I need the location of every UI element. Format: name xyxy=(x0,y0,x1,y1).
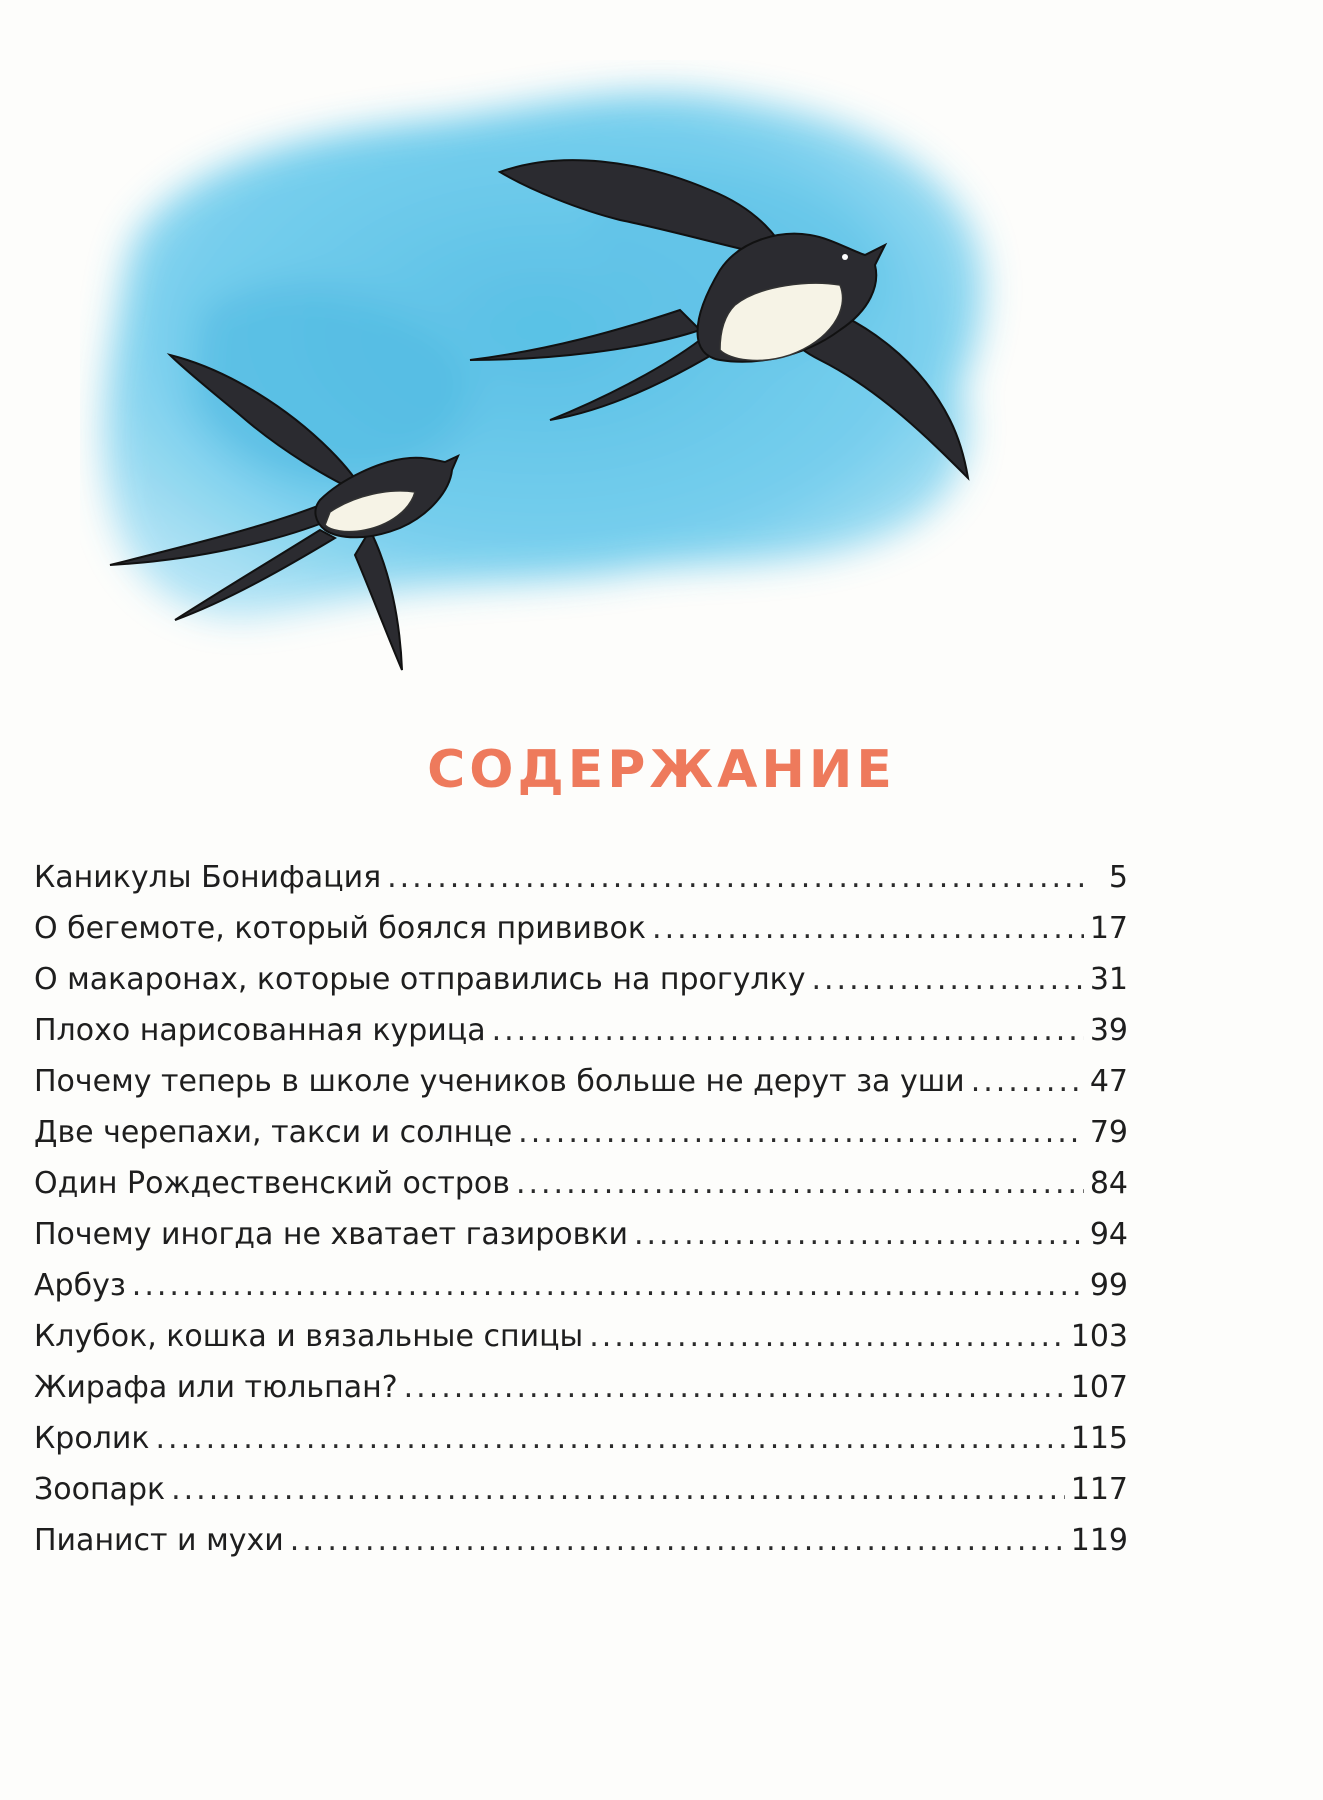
toc-leader-dots xyxy=(634,1217,1084,1252)
toc-entry-page: 94 xyxy=(1089,1217,1128,1252)
toc-leader-dots xyxy=(652,911,1084,946)
toc-entry-page: 79 xyxy=(1089,1115,1128,1150)
toc-entry-title: Зоопарк xyxy=(34,1472,166,1507)
toc-entry-page: 31 xyxy=(1089,962,1128,997)
toc-entry-title: Один Рождественский остров xyxy=(34,1166,510,1201)
toc-entry-page: 103 xyxy=(1070,1319,1128,1354)
toc-entry-title: О бегемоте, который боялся прививок xyxy=(34,911,647,946)
toc-entry-page: 99 xyxy=(1089,1268,1128,1303)
toc-entry-title: Каникулы Бонифация xyxy=(34,860,382,895)
toc-entry[interactable] xyxy=(34,1217,1128,1268)
toc-leader-dots xyxy=(589,1319,1065,1354)
toc-entry[interactable] xyxy=(34,1523,1128,1574)
swallows-illustration xyxy=(80,60,1040,710)
toc-entry-page: 115 xyxy=(1070,1421,1128,1456)
toc-leader-dots xyxy=(156,1421,1065,1456)
toc-entry[interactable] xyxy=(34,1421,1128,1472)
toc-entry-title: Две черепахи, такси и солнце xyxy=(34,1115,513,1150)
toc-entry-title: Кролик xyxy=(34,1421,150,1456)
toc-leader-dots xyxy=(516,1166,1084,1201)
toc-entry[interactable] xyxy=(34,1268,1128,1319)
toc-leader-dots xyxy=(387,860,1086,895)
toc-entry-page: 107 xyxy=(1070,1370,1128,1405)
toc-entry-page: 39 xyxy=(1089,1013,1128,1048)
toc-entry[interactable] xyxy=(34,1319,1128,1370)
toc-entry[interactable] xyxy=(34,1166,1128,1217)
toc-leader-dots xyxy=(171,1472,1065,1507)
toc-entry-title: Жирафа или тюльпан? xyxy=(34,1370,398,1405)
page-title: СОДЕРЖАНИЕ xyxy=(427,740,896,800)
toc-entry[interactable] xyxy=(34,1370,1128,1421)
toc-entry-page: 47 xyxy=(1089,1064,1128,1099)
toc-leader-dots xyxy=(492,1013,1084,1048)
table-of-contents xyxy=(34,860,1128,1574)
toc-entry[interactable] xyxy=(34,1115,1128,1166)
toc-entry-page: 17 xyxy=(1089,911,1128,946)
toc-entry-title: Пианист и мухи xyxy=(34,1523,284,1558)
toc-entry-title: О макаронах, которые отправились на прогулку xyxy=(34,962,806,997)
toc-entry-title: Почему иногда не хватает газировки xyxy=(34,1217,628,1252)
toc-entry-title: Арбуз xyxy=(34,1268,126,1303)
toc-leader-dots xyxy=(518,1115,1084,1150)
toc-entry[interactable] xyxy=(34,1064,1128,1115)
toc-entry-page: 117 xyxy=(1070,1472,1128,1507)
toc-entry-page: 5 xyxy=(1108,860,1128,895)
toc-entry-title: Плохо нарисованная курица xyxy=(34,1013,486,1048)
toc-entry-page: 119 xyxy=(1070,1523,1128,1558)
toc-entry-title: Клубок, кошка и вязальные спицы xyxy=(34,1319,584,1354)
toc-entry[interactable] xyxy=(34,962,1128,1013)
toc-entry[interactable] xyxy=(34,1472,1128,1523)
toc-entry-page: 84 xyxy=(1089,1166,1128,1201)
toc-entry-title: Почему теперь в школе учеников больше не дерут за уши xyxy=(34,1064,965,1099)
toc-leader-dots xyxy=(971,1064,1084,1099)
toc-leader-dots xyxy=(811,962,1083,997)
toc-entry[interactable] xyxy=(34,860,1128,911)
toc-entry[interactable] xyxy=(34,1013,1128,1064)
toc-leader-dots xyxy=(132,1268,1084,1303)
toc-leader-dots xyxy=(290,1523,1065,1558)
toc-entry[interactable] xyxy=(34,911,1128,962)
toc-leader-dots xyxy=(404,1370,1065,1405)
